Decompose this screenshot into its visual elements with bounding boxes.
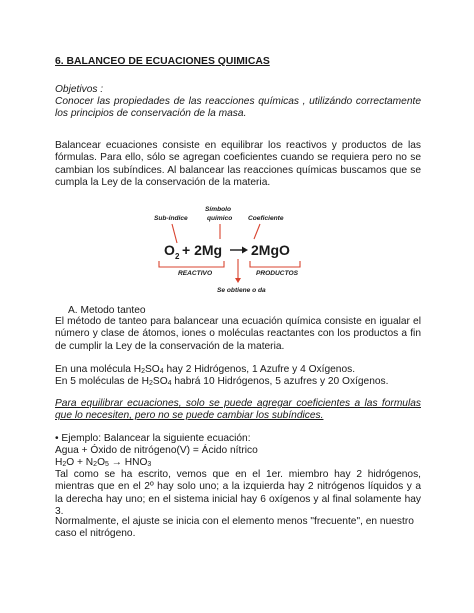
- simbolo-label-2: químico: [207, 215, 233, 222]
- intro-paragraph: Balancear ecuaciones consiste en equilibrar los reactivos y productos de las fórmulas. Para ello, sólo se agregan coeficientes cuando se requiera pero no se cambian los subíndices. Al balancear las reacciones químicas buscamos que se cumpla la Ley de la conservación de la materia.: [55, 140, 421, 189]
- subindice-label: Sub-índice: [154, 215, 188, 222]
- example-word-equation: Agua + Óxido de nitrógeno(V) = Ácido nítrico: [55, 445, 258, 456]
- reactivo-bracket: [159, 261, 224, 267]
- example-explanation: Tal como se ha escrito, vemos que en el 1er. miembro hay 2 hidrógenos, mientras que en el 2º hay solo uno; a la izquierda hay 2 nitrógenos líquidos y a la derecha hay uno; en el sistema inicial hay 6 oxígenos y al final solamente hay 3.: [55, 469, 421, 518]
- equation-plus-mg: + 2Mg: [182, 242, 223, 258]
- productos-bracket: [250, 261, 300, 267]
- coeficiente-label: Coeficiente: [248, 215, 284, 222]
- coeficiente-pointer: [254, 224, 260, 239]
- simbolo-label-1: Símbolo: [205, 206, 232, 213]
- example-heading: • Ejemplo: Balancear la siguiente ecuación:: [55, 433, 251, 444]
- obtiene-label: Se obtiene o da: [217, 287, 266, 294]
- reaction-arrow-head: [242, 247, 248, 254]
- subindice-pointer: [172, 224, 177, 243]
- reactivo-label: REACTIVO: [178, 270, 213, 277]
- example-formula-equation: $H_2O + N_2O_5 \to HNO_3$: [55, 457, 152, 468]
- tanteo-paragraph: El método de tanteo para balancear una ecuación química consiste en igualar el número y clase de átomos, iones o moléculas reactantes con los productos a fin de cumplir la Ley de la conservación de la materia.: [55, 316, 421, 352]
- equation-o-subscript: 2: [175, 252, 180, 261]
- example-note: Normalmente, el ajuste se inicia con el elemento menos "frecuente", en nuestro caso el nitrógeno.: [55, 516, 414, 540]
- balancing-rule: Para equilibrar ecuaciones, solo se puede agregar coeficientes a las formulas que lo necesiten, pero no se puede cambiar los subíndices.: [55, 398, 421, 422]
- equation-diagram: [150, 203, 320, 295]
- section-title: 6. BALANCEO DE ECUACIONES QUIMICAS: [55, 56, 270, 67]
- obtiene-arrow-head: [235, 278, 241, 283]
- molecule-line-5: En 5 moléculas de $H_2SO_4$ habrá 10 Hidrógenos, 5 azufres y 20 Oxígenos.: [55, 376, 389, 387]
- section-a-heading: A. Metodo tanteo: [68, 305, 146, 316]
- equation-product: 2MgO: [251, 242, 290, 258]
- objectives-text: Conocer las propiedades de las reacciones químicas , utilizándo correctamente los principios de conservación de la masa.: [55, 96, 421, 120]
- productos-label: PRODUCTOS: [256, 270, 299, 277]
- molecule-line-1: En una molécula $H_2SO_4$ hay 2 Hidrógenos, 1 Azufre y 4 Oxígenos.: [55, 364, 356, 375]
- objectives-heading: Objetivos :: [55, 84, 104, 95]
- equation-o: O: [164, 242, 175, 258]
